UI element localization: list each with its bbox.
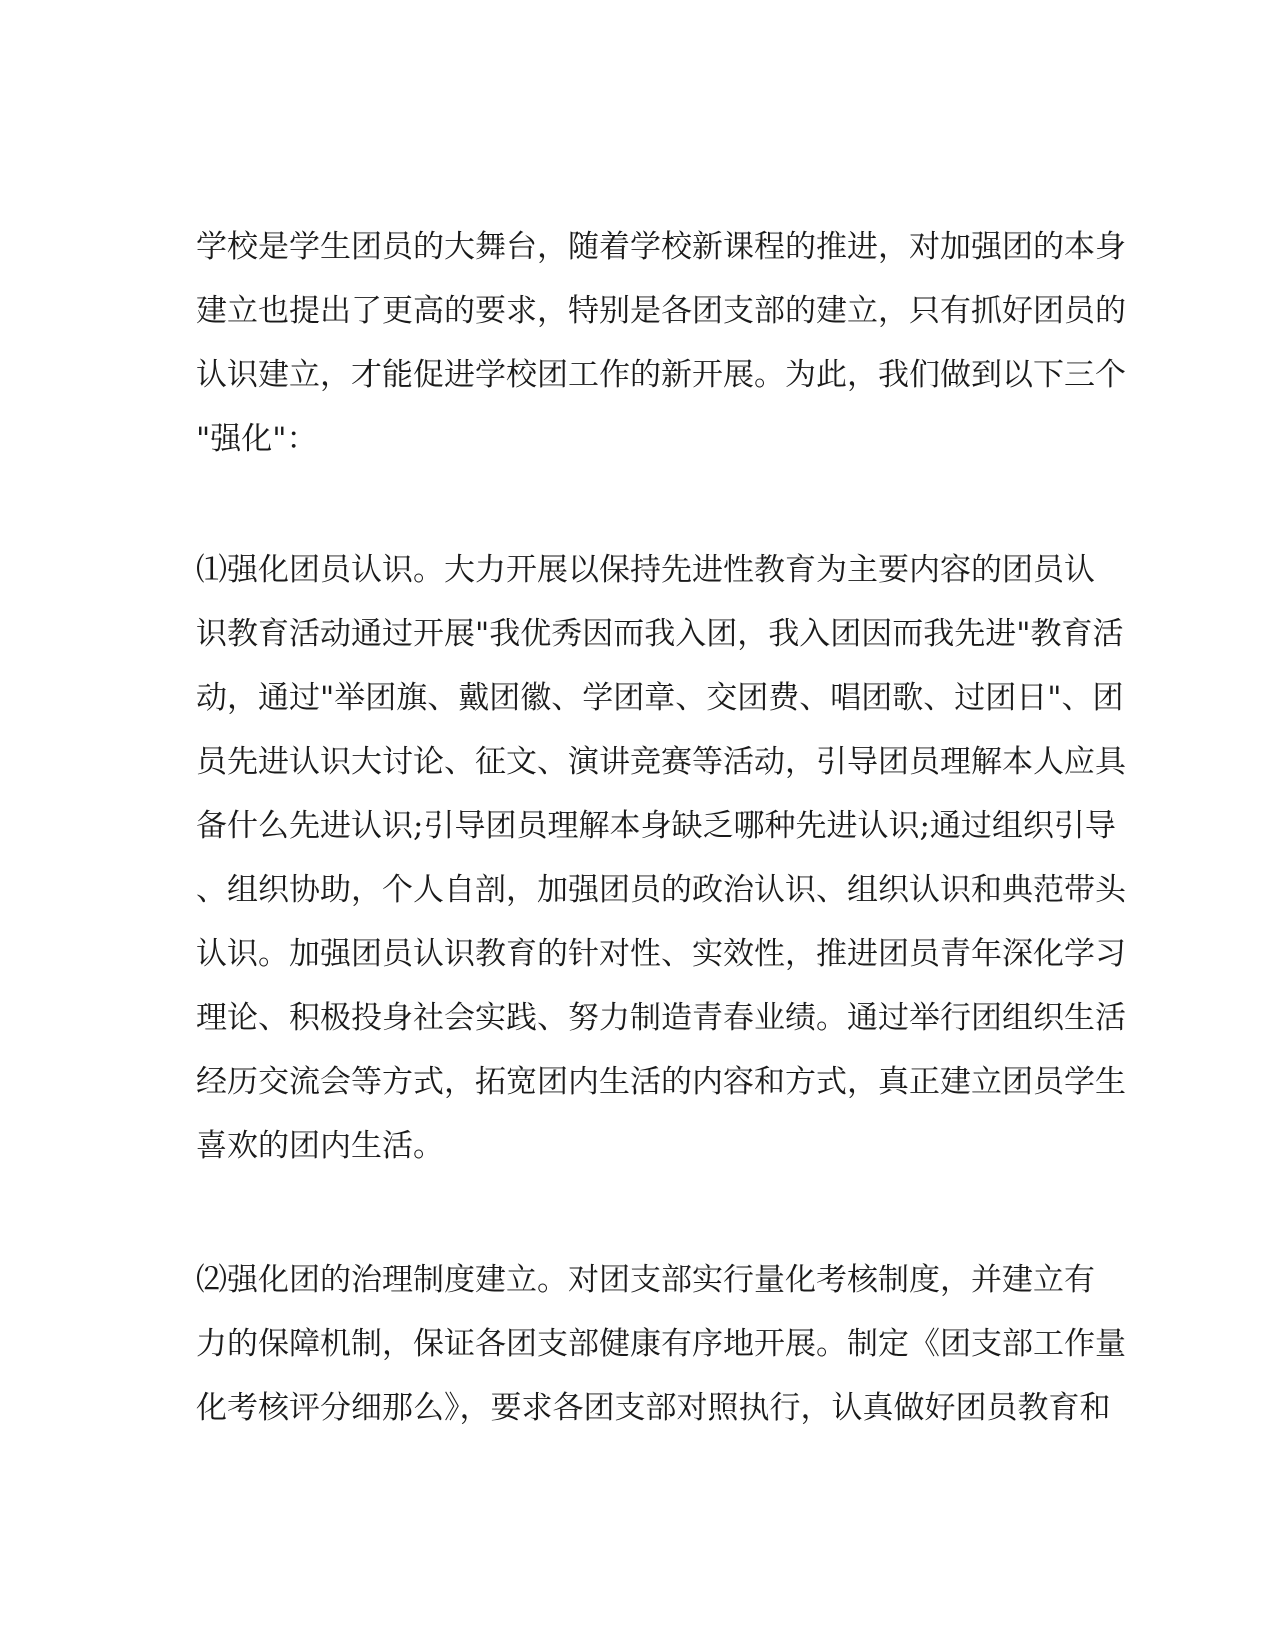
text-line: 动，通过"举团旗、戴团徽、学团章、交团费、唱团歌、过团日"、团 (196, 680, 1124, 716)
text-line: 喜欢的团内生活。 (196, 1128, 444, 1164)
text-line: ⑵强化团的治理制度建立。对团支部实行量化考核制度，并建立有 (196, 1262, 1095, 1298)
text-line: ⑴强化团员认识。大力开展以保持先进性教育为主要内容的团员认 (196, 552, 1095, 588)
text-line: 建立也提出了更高的要求，特别是各团支部的建立，只有抓好团员的 (196, 293, 1126, 329)
text-line: 认识建立，才能促进学校团工作的新开展。为此，我们做到以下三个 (196, 357, 1126, 393)
text-line: 经历交流会等方式，拓宽团内生活的内容和方式，真正建立团员学生 (196, 1064, 1126, 1100)
text-line: 备什么先进认识;引导团员理解本身缺乏哪种先进认识;通过组织引导 (196, 808, 1116, 844)
text-line: 员先进认识大讨论、征文、演讲竞赛等活动，引导团员理解本人应具 (196, 744, 1126, 780)
text-line: "强化"： (196, 421, 318, 457)
text-line: 学校是学生团员的大舞台，随着学校新课程的推进，对加强团的本身 (196, 229, 1126, 265)
paragraph-intro (196, 215, 1126, 471)
paragraph-item-2 (196, 1248, 1126, 1440)
text-line: 理论、积极投身社会实践、努力制造青春业绩。通过举行团组织生活 (196, 1000, 1126, 1036)
text-line: 识教育活动通过开展"我优秀因而我入团，我入团因而我先进"教育活 (196, 616, 1124, 652)
text-line: 、组织协助，个人自剖，加强团员的政治认识、组织认识和典范带头 (196, 872, 1126, 908)
text-line: 力的保障机制，保证各团支部健康有序地开展。制定《团支部工作量 (196, 1326, 1126, 1362)
text-line: 认识。加强团员认识教育的针对性、实效性，推进团员青年深化学习 (196, 936, 1126, 972)
paragraph-item-1 (196, 538, 1126, 1178)
text-line: 化考核评分细那么》，要求各团支部对照执行，认真做好团员教育和 (196, 1390, 1111, 1426)
